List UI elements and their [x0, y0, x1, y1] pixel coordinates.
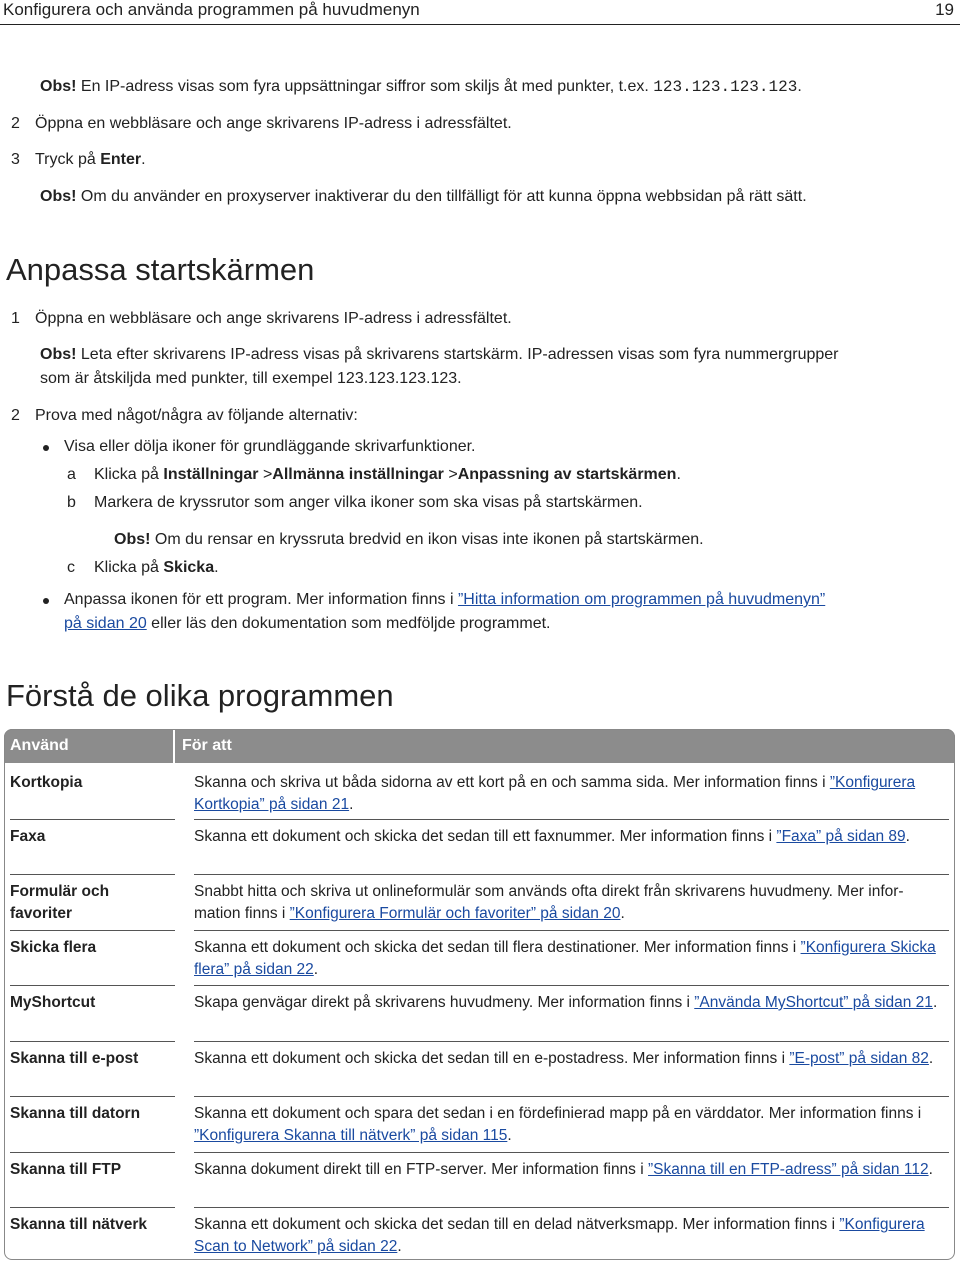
- table-row: [4, 1041, 955, 1097]
- substep-c: c Klicka på Skicka.: [67, 559, 219, 576]
- program-description: [194, 985, 949, 1014]
- cross-reference-link[interactable]: ”Konfigurera Skicka flera” på sidan 22: [194, 938, 936, 978]
- program-name: Skanna till datorn: [10, 1096, 175, 1125]
- substep-note: Obs! Om du rensar en kryssruta bredvid en ikon visas inte ikonen på startskärmen.: [114, 531, 704, 548]
- page-header: [0, 0, 960, 25]
- note-proxy: Obs! Om du använder en proxyserver inaktiverar du den tillfälligt för att kunna öppna webbsidan på rätt sätt.: [40, 188, 807, 205]
- bullet-dot: [43, 445, 49, 451]
- cross-reference-link[interactable]: ”Konfigurera Kortkopia” på sidan 21: [194, 774, 916, 813]
- program-description: [194, 1041, 949, 1070]
- table-row: [4, 1152, 955, 1208]
- program-name: Skanna till e-post: [10, 1041, 175, 1070]
- program-description: [194, 763, 949, 816]
- table-row: [4, 1207, 955, 1263]
- bullet-customize-icon-line1: Anpassa ikonen för ett program. Mer information finns i ”Hitta information om programmen på huvudmenyn”: [64, 591, 826, 608]
- description-end: .: [928, 1160, 933, 1178]
- bullet-show-hide-icons: Visa eller dölja ikoner för grundläggande skrivarfunktioner.: [64, 438, 476, 455]
- section-title-customize: Anpassa startskärmen: [6, 252, 315, 287]
- step-open-browser: 2 Öppna en webbläsare och ange skrivarens IP-adress i adressfältet.: [11, 115, 512, 132]
- description-end: .: [349, 796, 354, 813]
- description-text: Snabbt hitta och skriva ut onlineformulär som används ofta direkt från skrivarens huvudmeny. Mer infor-mation finns i: [194, 883, 904, 922]
- customize-note-line2: som är åtskiljda med punkter, till exempel 123.123.123.123.: [40, 370, 462, 387]
- description-end: .: [905, 827, 910, 845]
- program-name: Skanna till FTP: [10, 1152, 175, 1181]
- bullet-customize-icon-line2: på sidan 20 eller läs den dokumentation som medföljde programmet.: [64, 615, 551, 632]
- cross-reference-link[interactable]: ”Konfigurera Skanna till nätverk” på sidan 115: [194, 1127, 508, 1144]
- description-text: Skanna och skriva ut båda sidorna av ett kort på en och samma sida. Mer information finns i: [194, 774, 830, 791]
- substep-b: b Markera de kryssrutor som anger vilka ikoner som ska visas på startskärmen.: [67, 494, 643, 511]
- link-page-20[interactable]: på sidan 20: [64, 615, 147, 632]
- program-description: [194, 874, 949, 925]
- description-end: .: [620, 905, 625, 922]
- description-text: Skanna dokument direkt till en FTP-server. Mer information finns i: [194, 1160, 648, 1178]
- program-description: [194, 819, 949, 848]
- program-name: Kortkopia: [10, 774, 83, 791]
- description-end: .: [932, 994, 938, 1011]
- table-row: [4, 930, 955, 986]
- program-name: Faxa: [10, 819, 175, 848]
- link-find-info-main-menu[interactable]: ”Hitta information om programmen på huvudmenyn”: [457, 591, 826, 608]
- customize-step-1: 1 Öppna en webbläsare och ange skrivarens IP-adress i adressfältet.: [11, 310, 512, 327]
- description-text: Skanna ett dokument och skicka det sedan till flera destinationer. Mer information finns i: [194, 938, 801, 956]
- column-header-purpose: För att: [175, 729, 955, 763]
- table-row: [4, 874, 955, 930]
- cross-reference-link[interactable]: ”Faxa” på sidan 89: [776, 827, 906, 845]
- description-end: .: [928, 1049, 934, 1067]
- cross-reference-link[interactable]: ”Använda MyShortcut” på sidan 21: [694, 994, 933, 1011]
- description-text: Skanna ett dokument och skicka det sedan till en e-postadress. Mer information finns i: [194, 1049, 790, 1067]
- program-description: [194, 1152, 949, 1181]
- description-end: .: [507, 1127, 512, 1144]
- description-text: Skanna ett dokument och spara det sedan i en fördefinierad mapp på en värddator. Mer information finns i: [194, 1105, 922, 1122]
- step-press-enter: 3 Tryck på Enter.: [11, 151, 146, 168]
- cross-reference-link[interactable]: ”Konfigurera Scan to Network” på sidan 22: [194, 1216, 925, 1255]
- cross-reference-link[interactable]: ”Konfigurera Formulär och favoriter” på sidan 20: [289, 905, 621, 922]
- cross-reference-link[interactable]: ”Skanna till en FTP-adress” på sidan 112: [648, 1160, 929, 1178]
- programs-table: [4, 729, 955, 1263]
- program-description: [194, 930, 949, 981]
- description-text: Skanna ett dokument och skicka det sedan till en delad nätverksmapp. Mer information finns i: [194, 1216, 840, 1233]
- program-description: [194, 1096, 949, 1147]
- note-ip-format: Obs! En IP-adress visas som fyra uppsättningar siffror som skiljs åt med punkter, t.ex. 123.123.123.123.: [40, 78, 802, 96]
- substep-a: a Klicka på Inställningar >Allmänna inställningar >Anpassning av startskärmen.: [67, 466, 681, 483]
- program-name: Formulär och favoriter: [10, 874, 175, 925]
- description-end: .: [313, 960, 319, 978]
- header-title: Konfigurera och använda programmen på huvudmenyn: [3, 0, 420, 19]
- description-text: Skanna ett dokument och skicka det sedan till ett faxnummer. Mer information finns i: [194, 827, 777, 845]
- program-name: Skicka flera: [10, 930, 175, 959]
- table-row: [4, 819, 955, 875]
- cross-reference-link[interactable]: ”E-post” på sidan 82: [789, 1049, 929, 1067]
- customize-step-2: 2 Prova med något/några av följande alternativ:: [11, 407, 358, 424]
- bullet-dot: [43, 598, 49, 604]
- table-row: [4, 1096, 955, 1152]
- page-number: 19: [935, 0, 954, 19]
- description-text: Skapa genvägar direkt på skrivarens huvudmeny. Mer information finns i: [194, 994, 695, 1011]
- table-row: [4, 763, 955, 819]
- customize-note-line1: Obs! Leta efter skrivarens IP-adress visas på skrivarens startskärm. IP-adressen visas som fyra nummergrupper: [40, 346, 839, 363]
- column-header-use: Använd: [4, 729, 175, 763]
- program-name: Skanna till nätverk: [10, 1207, 175, 1236]
- table-row: [4, 985, 955, 1041]
- section-title-programs: Förstå de olika programmen: [6, 678, 394, 713]
- program-description: [194, 1207, 949, 1258]
- description-end: .: [397, 1238, 402, 1255]
- program-name: MyShortcut: [10, 985, 175, 1014]
